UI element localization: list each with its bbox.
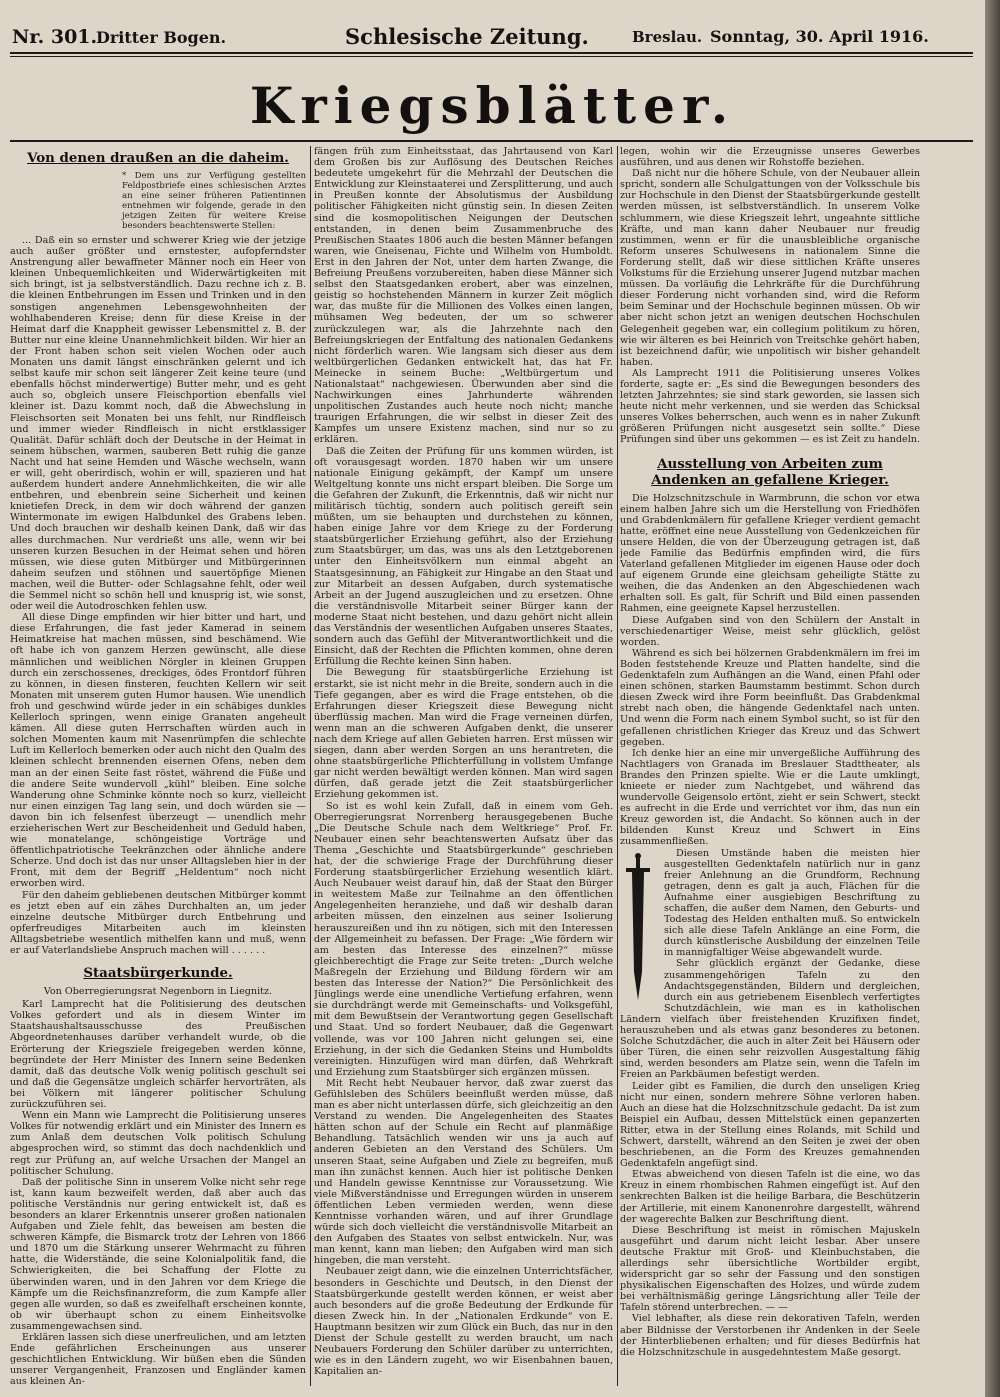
book-binding-edge [985, 0, 1000, 1397]
article-paragraph: All diese Dinge empfinden wir hier bitter und hart, und diese Erfahrungen, die fast jeder Kamerad in seinem Heimatkreise hat machen müssen, sind beschämend. Wie oft habe ich von ganzem Herzen gewünscht, alle diese männlichen und weiblichen Nörgler in kleinen Gruppen durch ein zerschossenes, dreckiges, ödes Frontdorf führen zu können, in diesen finsteren, feuchten Kellern wir seit Monaten mit unserem guten Humor hausen. Wie unendlich froh und geschwind würde jeder in ein schäbiges dunkles Kellerloch springen, wenn einige Granaten angeheult kämen. All diese guten Herrschaften würden auch in solchen Momenten kaum mit Nasenrümpfen die schlechte Luft im Kellerloch bemerken oder auch nicht den Qualm des kleinen schlecht brennenden eisernen Ofens, neben dem man an der einen Seite fast röstet, während die Füße und die andere Seite wundervoll „kühl“ bleiben. Eine solche Wanderung ohne Schminke könnte noch so kurz, vielleicht nur einen einzigen Tag lang sein, und doch würden sie — davon bin ich felsenfest überzeugt — unendlich mehr erzieherischen Wert zur Bescheidenheit und Geduld haben, wie monatelange, schöngeistige Vorträge und öffentlichpatriotische Teekränzchen oder ähnliche andere Scherze. Und doch ist das nur unser Alltagsleben hier in der Front, mit dem der Begriff „Heldentum“ noch nicht erworben wird. [10, 612, 306, 890]
sword-illustration [620, 852, 656, 1002]
article-heading: Staatsbürgerkunde. [83, 965, 233, 982]
article-byline: Von Oberregierungsrat Negenborn in Liegnitz. [43, 986, 273, 998]
title-rule [10, 140, 973, 142]
article-heading: Von denen draußen an die daheim. [27, 150, 289, 166]
place-label: Breslau. [632, 28, 703, 46]
article-paragraph: Sehr glücklich ergänzt der Gedanke, diese zusammengehörigen Tafeln zu den Andachtsgegenständen, Bildern und dergleichen, durch ein aus getriebenem Eisenblech verfertigtes Schutzdächlein, wie man es in katholischen Ländern vielfach über freistehenden Kruzifixen findet, herauszuheben und als etwas ganz besonderes zu betonen. Solche Schutzdächer, die auch in alter Zeit bei Häusern oder über Türen, die einen sehr reizvollen Ausgestaltung fähig sind, werden besonders am Platze sein, wenn die Tafeln im Freien an Parkbäumen befestigt werden. [620, 958, 920, 1081]
section-label: Dritter Bogen. [96, 28, 227, 47]
column-3 [620, 146, 920, 1386]
column-divider [617, 146, 618, 1386]
article-heading: Ausstellung von Arbeiten zum Andenken an gefallene Krieger. [651, 455, 889, 488]
page-title: Kriegsblätter. [249, 76, 736, 135]
article-paragraph: Als Lamprecht 1911 die Politisierung unseres Volkes forderte, sagte er: „Es sind die Bewegungen besonders des letzten Jahrzehntes; sie sind stark geworden, sie lassen sich heute nicht mehr verkennen, und sie werden das Schicksal unseres Volkes beherrschen, auch wenn es in naher Zukunft größeren Prüfungen nicht ausgesetzt sein sollte.“ Diese Prüfungen sind über uns gekommen — es ist Zeit zu handeln. [620, 367, 920, 446]
article-paragraph: Während es sich bei hölzernen Grabdenkmälern im frei im Boden feststehende Kreuze und Platten handelte, sind die Gedenktafeln zum Aufhängen an die Wand, einen Pfahl oder einen schönen, starken Baumstamm bestimmt. Schon durch diesen Zweck wird ihre Form beeinflußt. Das Grabdenkmal strebt nach oben, die hängende Gedenktafel nach unten. Und wenn die Form nach einem Symbol sucht, so ist für den gefallenen christlichen Krieger das Kreuz und das Schwert gegeben. [620, 647, 920, 748]
article-paragraph: Diesen Umstände haben die meisten hier ausgestellten Gedenktafeln natürlich nur in ganz freier Anlehnung an die Grundform, Rechnung getragen, denn es galt ja auch, Flächen für die Aufnahme einer ausgiebigen Beschriftung zu schaffen, die außer dem Namen, den Geburts- und Todestag des Helden enthalten muß. So entwickeln sich alle diese Tafeln Anklänge an eine Form, die durch künstlerische Ausbildung der einzelnen Teile in mannigfaltiger Weise abgewandelt wurde. [664, 847, 920, 959]
article-paragraph: Ich denke hier an eine mir unvergeßliche Aufführung des Nachtlagers von Granada im Breslauer Stadttheater, als Brandes den Prinzen spielte. Wie er die Laute umklingt, knieete er nieder zum Nachtgebet, und während das wundervolle Geigensolo ertönt, zieht er sein Schwert, steckt es aufrecht in die Erde und verrichtet vor ihm, das nun ein Kreuz geworden ist, die Andacht. So können auch in der bildenden Kunst Kreuz und Schwert in Eins zusammenfließen. [620, 747, 920, 848]
article-paragraph: Daß nicht nur die höhere Schule, von der Neubauer allein spricht, sondern alle Schulgattungen von der Volksschule bis zur Hochschule in den Dienst der Staatsbürgerkunde gestellt werden müssen, ist selbstverständlich. In unserem Volke schlummern, wie diese Kriegszeit lehrt, ungeahnte sittliche Kräfte, und man kann daher Neubauer nur freudig zustimmen, wenn er für die unausbleibliche organische Reform unseres Schulwesens in nationalem Sinne die Forderung stellt, daß wir diese sittlichen Kräfte unseres Volkstums für die Erziehung unserer Jugend nutzbar machen müssen. Da vorläufig die Lehrkräfte für die Durchführung dieser Forderung nicht vorhanden sind, wird die Reform beim Seminar und der Hochschule beginnen müssen. Ob wir aber nicht schon jetzt an wenigen deutschen Hochschulen Gelegenheit gegeben war, ein collegium politikum zu hören, wie wir älteren es bei Heinrich von Treitschke gehört haben, ist bezeichnend dafür, wie unpolitisch wir bisher gehandelt haben. [620, 168, 920, 368]
article-paragraph: legen, wohin wir die Erzeugnisse unseres Gewerbes ausführen, und aus denen wir Rohstoffe beziehen. [620, 146, 920, 169]
article-paragraph: Diese Aufgaben sind von den Schülern der Anstalt in verschiedenartiger Weise, meist sehr glücklich, gelöst worden. [620, 614, 920, 648]
column-2 [314, 146, 613, 1386]
issue-number: Nr. 301. [12, 26, 98, 48]
article-paragraph: Leider gibt es Familien, die durch den unseligen Krieg nicht nur einen, sondern mehrere Söhne verloren haben. Auch an diese hat die Holzschnitzschule gedacht. Da ist zum Beispiel ein Aufbau, dessen Mittelstück einen gepanzerten Ritter, etwa in der Stellung eines Rolands, mit Schild und Schwert, darstellt, während an den Seiten je zwei der oben beschriebenen, an die Form des Kreuzes gemahnenden Gedenktafeln angefügt sind. [620, 1080, 920, 1170]
issue-date: Sonntag, 30. April 1916. [710, 27, 929, 46]
column-1 [10, 146, 306, 1386]
article-paragraph: Etwas abweichend von diesen Tafeln ist die eine, wo das Kreuz in einem rhombischen Rahmen eingefügt ist. Auf den senkrechten Balken ist die heilige Barbara, die Beschützerin der Artillerie, mit einem Kanonenrohre dargestellt, während der wagerechte Balken zur Beschriftung dient. [620, 1169, 920, 1225]
article-paragraph: So ist es wohl kein Zufall, daß in einem vom Geh. Oberregierungsrat Norrenberg herausgegebenen Buche „Die Deutsche Schule nach dem Weltkriege“ Prof. Fr. Neubauer einen sehr beachtenswerten Aufsatz über das Thema „Geschichte und Staatsbürgerkunde“ geschrieben hat, der die schwierige Frage der Durchführung dieser Forderung staatsbürgerlicher Erziehung wesentlich klärt. Auch Neubauer weist darauf hin, daß der Staat den Bürger in weitestem Maße zur Teilnahme an den öffentlichen Angelegenheiten heranziehe, und daß wir deshalb daran arbeiten müssen, den einzelnen aus seiner Isolierung herauszureißen und ihn zu nötigen, sich mit den Interessen der Allgemeinheit zu befassen. Der Frage: „Wie fördern wir am besten das Interesse des einzelnen?“ müsse gleichberechtigt die Frage zur Seite treten: „Durch welche Maßregeln der Erziehung und Bildung fördern wir am besten das Interesse der Nation?“ Die Persönlichkeit des Jünglings werde eine unendliche Vertiefung erfahren, wenn sie durchdrängt werde mit Gemeinschafts- und Volksgefühl, mit dem Bewußtsein der Verantwortung gegen Gesellschaft und Staat. Und so fordert Neubauer, daß die Gegenwart vollende, was vor 100 Jahren nicht gelungen sei, eine Erziehung, in der sich die Gedanken Steins und Humboldts vereinigten. Hinzufügen wird man dürfen, daß Wehrkraft und Erziehung zum Staatsbürger sich ergänzen müssen. [314, 800, 613, 1078]
article-paragraph: Neubauer zeigt dann, wie die einzelnen Unterrichtsfächer, besonders in Geschichte und Deutsch, in den Dienst der Staatsbürgerkunde gestellt werden können, er weist aber auch besonders auf die große Bedeutung der Erdkunde für diesen Zweck hin. In der „Nationalen Erdkunde“ von E. Hauptmann besitzen wir zum Glück ein Buch, das nur in den Dienst der Schule gestellt zu werden braucht, um nach Neubauers Forderung den Schüler darüber zu unterrichten, wie es in den Ländern zugeht, wo wir Eisenbahnen bauen, Kapitalien an- [314, 1266, 613, 1378]
article-paragraph: Karl Lamprecht hat die Politisierung des deutschen Volkes gefordert und als in diesem Winter im Staatshaushaltsausschusse des Preußischen Abgeordnetenhauses darüber verhandelt wurde, ob die Erörterung der Kriegsziele freigegeben werden könne, begründete der Herr Minister des Innern seine Bedenken damit, daß das deutsche Volk wenig politisch geschult sei und daß die Gegensätze ungleich schärfer hervorträten, als bei Völkern mit längerer politischer Schulung zurückzuführen sei. [10, 999, 306, 1111]
article-paragraph: Erklären lassen sich diese unerfreulichen, und am letzten Ende gefährlichen Erscheinungen aus unserer geschichtlichen Entwicklung. Wir büßen eben die Sünden unserer Vergangenheit, Franzosen und Engländer kamen aus kleinen An- [10, 1332, 306, 1386]
article-paragraph: fängen früh zum Einheitsstaat, das Jahrtausend von Karl dem Großen bis zur Auflösung des Deutschen Reiches bedeutete umgekehrt für die Mehrzahl der Deutschen die Entwicklung zur Kleinstaaterei und Zersplitterung, und auch in Preußen konnte der Absolutismus der Ausbildung politischer Fähigkeiten nicht günstig sein. In diesen Zeiten sind die kosmopolitischen Neigungen der Deutschen entstanden, in denen beim Zusammenbruche des Preußischen Staates 1806 auch die besten Männer befangen waren, wie Gneisenau, Fichte und Wilhelm von Humboldt. Erst in den Jahren der Not, unter dem harten Zwange, die Befreiung Preußens vorzubereiten, haben diese Männer sich selbst den Staatsgedanken erobert, aber was einzelnen, geistig so hochstehenden Männern in kurzer Zeit möglich war, das mußte für die Millionen des Volkes einen langen, mühsamen Weg bedeuten, der um so schwerer zurückzulegen war, als die Jahrzehnte nach den Befreiungskriegen der Entfaltung des nationalen Gedankens nicht förderlich waren. Wie langsam sich dieser aus dem weltbürgerlichen Gedanken entwickelt hat, das hat Fr. Meinecke in seinem Buche: „Weltbürgertum und Nationalstaat“ nachgewiesen. Überwunden aber sind die Nachwirkungen eines Jahrhunderte währenden unpolitischen Zustandes auch heute noch nicht; manche traurigen Erfahrungen, die wir selbst in dieser Zeit des Kampfes um unsere Existenz machen, sind nur so zu erklären. [314, 146, 613, 446]
article-paragraph: Viel lebhafter, als diese rein dekorativen Tafeln, werden aber Bildnisse der Verstorbenen ihr Andenken in der Seele der Hinterbliebenen erhalten; und für dieses Bedürfnis hat die Holzschnitzschule in ausgedehntestem Maße gesorgt. [620, 1313, 920, 1358]
article-paragraph: Daß die Zeiten der Prüfung für uns kommen würden, ist oft vorausgesagt worden. 1870 haben wir um unsere nationale Einigung gekämpft, der Kampf um unsere Weltgeltung konnte uns nicht erspart bleiben. Die Sorge um die Gefahren der Zukunft, die Erkenntnis, daß wir nicht nur militärisch tüchtig, sondern auch politisch gereift sein müßten, um sie behaupten und durchstehen zu können, haben einige Jahre vor dem Kriege zu der Forderung staatsbürgerlicher Erziehung geführt, also der Erziehung zum Staatsbürger, um das, was uns als den Letztgeborenen unter den Einheitsvölkern nun einmal abgeht an Staatsgesinnung, an Fähigkeit zur Hingabe an den Staat und zur Mitarbeit an dessen Aufgaben, durch systematische Arbeit an der Jugend auszugleichen und zu ersetzen. Ohne die verständnisvolle Mitarbeit seiner Bürger kann der moderne Staat nicht bestehen, und dazu gehört nicht allein das Verständnis der wesentlichen Aufgaben unseres Staates, sondern auch das Gefühl der Mitverantwortlichkeit und die Einsicht, daß der Rechten die Pflichten kommen, ohne deren Erfüllung die Rechte keinen Sinn haben. [314, 445, 613, 668]
masthead-rule [10, 52, 973, 57]
article-paragraph: Daß der politische Sinn in unserem Volke nicht sehr rege ist, kann kaum bezweifelt werden, daß aber auch das politische Verständnis nur gering entwickelt ist, daß es besonders an klarer Erkenntnis unserer großen nationalen Aufgaben und Ziele fehlt, das beweisen am besten die schweren Kämpfe, die Bismarck trotz der Lehren von 1866 und 1870 um die Stärkung unserer Wehrmacht zu führen hatte, die Widerstände, die seine Kolonialpolitik fand, die Schwierigkeiten, die bei Schaffung der Flotte zu überwinden waren, und in den Jahren vor dem Kriege die Kämpfe um die Reichsfinanzreform, die zum Kampfe aller gegen alle wurden, so daß es zweifelhaft erscheinen konnte, ob wir überhaupt schon zu einem Einheitsvolke zusammengewachsen sind. [10, 1176, 306, 1332]
article-paragraph: Die Holzschnitzschule in Warmbrunn, die schon vor etwa einem halben Jahre sich um die Herstellung von Friedhöfen und Grabdenkmälern für gefallene Krieger verdient gemacht hatte, eröffnet eine neue Ausstellung von Gedenkzeichen für unsere Helden, die von der Überzeugung getragen ist, daß jede Familie das Bedürfnis empfinden wird, die fürs Vaterland gefallenen Mitglieder im eigenen Hause oder doch auf eigenem Grunde eine gleichsam geheiligte Stätte zu weihen, die das Andenken an den Abgeschiedenen wach erhalten soll. Es galt, für Schrift und Bild einen passenden Rahmen, eine geeignete Kapsel herzustellen. [620, 492, 920, 615]
article-paragraph: Die Bewegung für staatsbürgerliche Erziehung ist erstarkt, sie ist nicht mehr in die Breite, sondern auch in die Tiefe gegangen, aber es wird die Frage entstehen, ob die Erfahrungen dieser Kriegszeit diese Bewegung nicht überflüssig machen. Man wird die Frage verneinen dürfen, wenn man an die schweren Aufgaben denkt, die unserer nach dem Kriege auf allen Gebieten harren. Erst müssen wir siegen, dann aber werden Sorgen an uns herantreten, die ohne staatsbürgerliche Pflichterfüllung in vollstem Umfange gar nicht werden bewältigt werden können. Man wird sagen dürfen, daß gerade jetzt die Zeit staatsbürgerlicher Erziehung gekommen ist. [314, 667, 613, 801]
article-paragraph: Für den daheim gebliebenen deutschen Mitbürger kommt es jetzt eben auf ein zähes Durchhalten an, um jeder einzelne deutsche Mitbürger durch Entbehrung und opferfreudiges Mitarbeiten auch im kleinsten Alltagsbetriebe wesentlich mithelfen kann und muß, wenn er auf Vaterlandsliebe Anspruch machen will . . . . . . [10, 889, 306, 956]
article-paragraph: ... Daß ein so ernster und schwerer Krieg wie der jetzige auch außer größter und ernstester, aufopferndster Anstrengung aller bewaffneter Männer noch ein Heer von kleinen Unbequemlichkeiten und Widerwärtigkeiten mit sich bringt, ist ja selbstverständlich. Dazu rechne ich z. B. die kleinen Entbehrungen im Essen und Trinken und in den sonstigen angenehmen Lebensgewohnheiten der wohlhabenderen Kreise; denn für diese Kreise in der Heimat darf die Knappheit gewisser Lebensmittel z. B. der Butter nur eine kleine Unannehmlichkeit bilden. Wir hier an der Front haben schon seit vielen Wochen oder auch Monaten uns damit längst einschränken gelernt und ich selbst kaufe mir schon seit längerer Zeit keine teure (und ebenfalls höchst minderwertige) Butter mehr, und es geht auch so, obgleich unsere Fleischportion ebenfalls viel kleiner ist. Dazu kommt noch, daß die Abwechslung in Fleischsorten seit Monaten bei uns fehlt, nur Rindfleisch und immer wieder Rindfleisch in nicht erstklassiger Qualität. Dafür schläft doch der Deutsche in der Heimat in seinem hübschen, warmen, sauberen Bett ruhig die ganze Nacht und hat seine Hemden und Wäsche wechseln, wann er will, geht oberirdisch, wohin er will, spazieren und hat außerdem hundert andere Annehmlichkeiten, die wir alle entbehren, und ebenbrein seine Sicherheit und keinen knietiefen Dreck, in dem wir doch während der ganzen Wintermonate im ewigen Halbdunkel des Grabens leben. Und doch brauchen wir deshalb keinen Dank, daß wir das alles durchmachen. Nur verdrießt uns alle, wenn wir bei unseren kurzen Besuchen in der Heimat sehen und hören müssen, wie diese guten Mitbürger und Mitbürgerinnen daheim seufzen und stöhnen und sauertöpfige Mienen machen, weil die Butter- oder Schlagsahne fehlt, oder weil die Semmel nicht so schön hell und knusprig ist, wie sonst, oder weil die Autodroschken fehlen usw. [10, 235, 306, 613]
column-divider [310, 146, 311, 1386]
editor-note: * Dem uns zur Verfügung gestellten Feldpostbriefe eines schlesischen Arztes an eine seiner früheren Patientinnen entnehmen wir folgende, gerade in den jetzigen Zeiten für weitere Kreise besonders beachtenswerte Stellen: [122, 171, 306, 231]
article-paragraph: Mit Recht hebt Neubauer hervor, daß zwar zuerst das Gefühlsleben des Schülers beeinflußt werden müsse, daß man es aber nicht unterlassen dürfe, sich gleichzeitig an den Verstand zu wenden. Die Angelegenheiten des Staates hätten schon auf der Schule ein Recht auf planmäßige Behandlung. Tatsächlich wenden wir uns ja auch auf anderen Gebieten an den Verstand des Schülers. Um unseren Staat, seine Aufgaben und Ziele zu begreifen, muß man ihn zunächst kennen. Auch hier ist politische Denken und Handeln gewisse Kenntnisse zur Voraussetzung. Wie viele Mißverständnisse und Erregungen würden in unserem öffentlichen Leben vermieden werden, wenn diese Kenntnisse vorhanden wären, und auf ihrer Grundlage würde sich doch vielleicht die verständnisvolle Mitarbeit an den Aufgaben des Staates von selbst entwickeln. Nur, was man kennt, kann man lieben; den Aufgaben wird man sich hingeben, die man versteht. [314, 1077, 613, 1267]
article-paragraph: Diese Beschriftung ist meist in römischen Majuskeln ausgeführt und darum nicht leicht lesbar. Aber unsere deutsche Fraktur mit Groß- und Kleinbuchstaben, die allerdings sehr übersichtliche Wortbilder ergibt, widerspricht gar so sehr der Fassung und den sonstigen physikalischen Eigenschaften des Holzes, und würde zudem bei verhältnismäßig geringe Längsrichtung aller Teile der Tafeln störend unterbrechen. — — [620, 1224, 920, 1314]
article-paragraph: Wenn ein Mann wie Lamprecht die Politisierung unseres Volkes für notwendig erklärt und ein Minister des Innern es zum Anlaß dem deutschen Volk politisch Schulung abgesprochen wird, so stimmt das doch nachdenklich und regt zur Prüfung an, auf welche Ursachen der Mangel an politischer Schulung. [10, 1110, 306, 1177]
newspaper-name: Schlesische Zeitung. [345, 24, 589, 49]
